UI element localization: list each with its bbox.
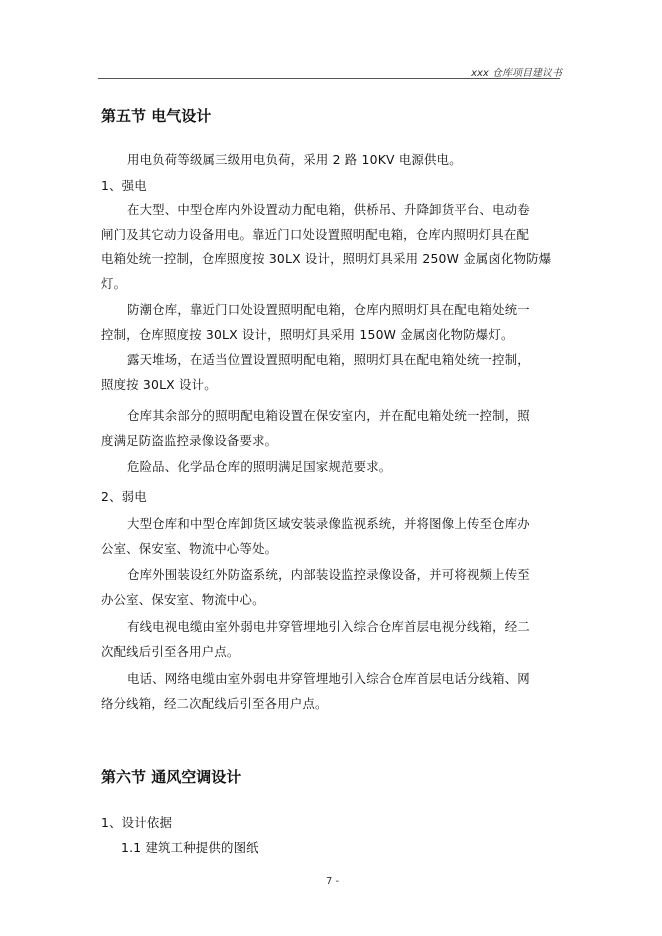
paragraph-open-yard: [101, 348, 561, 397]
text-line: 次配线后引至各用户点。: [101, 643, 240, 659]
text-line: 仓库外围装设红外防盗系统，内部装设监控录像设备，并可将视频上传至: [127, 567, 530, 582]
text-line: 度满足防盗监控录像设备要求。: [101, 432, 278, 448]
paragraph-infrared-alarm: [101, 563, 561, 612]
text-line: 2、弱电: [101, 489, 147, 504]
text-line: 电箱处统一控制，仓库照度按 30LX 设计，照明灯具采用 250W 金属卤化物防爆: [101, 251, 552, 266]
paragraph-video-surveillance: [101, 512, 561, 561]
page-number: 7 -: [326, 876, 340, 887]
section6-title: 第六节 通风空调设计: [101, 768, 242, 786]
text-line: 防潮仓库，靠近门口处设置照明配电箱，仓库内照明灯具在配电箱处统一: [127, 302, 530, 317]
text-line: 在大型、中型仓库内外设置动力配电箱，供桥吊、升降卸货平台、电动卷: [127, 202, 530, 217]
text-line: 照度按 30LX 设计。: [101, 376, 217, 392]
paragraph-hazardous: [101, 455, 561, 480]
text-line: 大型仓库和中型仓库卸货区域安装录像监视系统，并将图像上传至仓库办: [127, 516, 530, 531]
subheading-drawings: [101, 836, 561, 861]
text-line: 有线电视电缆由室外弱电井穿管埋地引入综合仓库首层电视分线箱，经二: [127, 619, 530, 634]
running-header: xxx 仓库项目建议书: [471, 68, 562, 79]
subheading-weak-current: [101, 485, 561, 510]
text-line: 1.1 建筑工种提供的图纸: [121, 840, 259, 855]
text-line: 危险品、化学品仓库的照明满足国家规范要求。: [127, 459, 392, 474]
text-line: 闸门及其它动力设备用电。靠近门口处设置照明配电箱，仓库内照明灯具在配: [101, 226, 530, 242]
text-line: 灯。: [101, 275, 127, 291]
paragraph-cable-tv: [101, 615, 561, 664]
text-line: 仓库其余部分的照明配电箱设置在保安室内，并在配电箱处统一控制，照: [127, 408, 530, 423]
subheading-design-basis: [101, 811, 561, 836]
header-divider: [98, 78, 560, 79]
paragraph-phone-network: [101, 667, 561, 716]
text-line: 公室、保安室、物流中心等处。: [101, 540, 278, 556]
text-line: 控制，仓库照度按 30LX 设计，照明灯具采用 150W 金属卤化物防爆灯。: [101, 326, 514, 342]
paragraph-security-room: [101, 404, 561, 453]
text-line: 1、设计依据: [101, 815, 173, 830]
text-line: 1、强电: [101, 178, 147, 193]
text-line: 用电负荷等级属三级用电负荷，采用 2 路 10KV 电源供电。: [127, 152, 462, 167]
paragraph-moisture-warehouse: [101, 298, 561, 347]
text-line: 办公室、保安室、物流中心。: [101, 591, 265, 607]
paragraph-power-boxes: [101, 198, 561, 296]
subheading-strong-current: [101, 174, 561, 199]
section5-intro: [101, 148, 561, 173]
section5-title: 第五节 电气设计: [101, 107, 212, 125]
text-line: 电话、网络电缆由室外弱电井穿管埋地引入综合仓库首层电话分线箱、网: [127, 671, 530, 686]
text-line: 露天堆场，在适当位置设置照明配电箱，照明灯具在配电箱处统一控制，: [127, 352, 530, 367]
text-line: 络分线箱，经二次配线后引至各用户点。: [101, 695, 328, 711]
